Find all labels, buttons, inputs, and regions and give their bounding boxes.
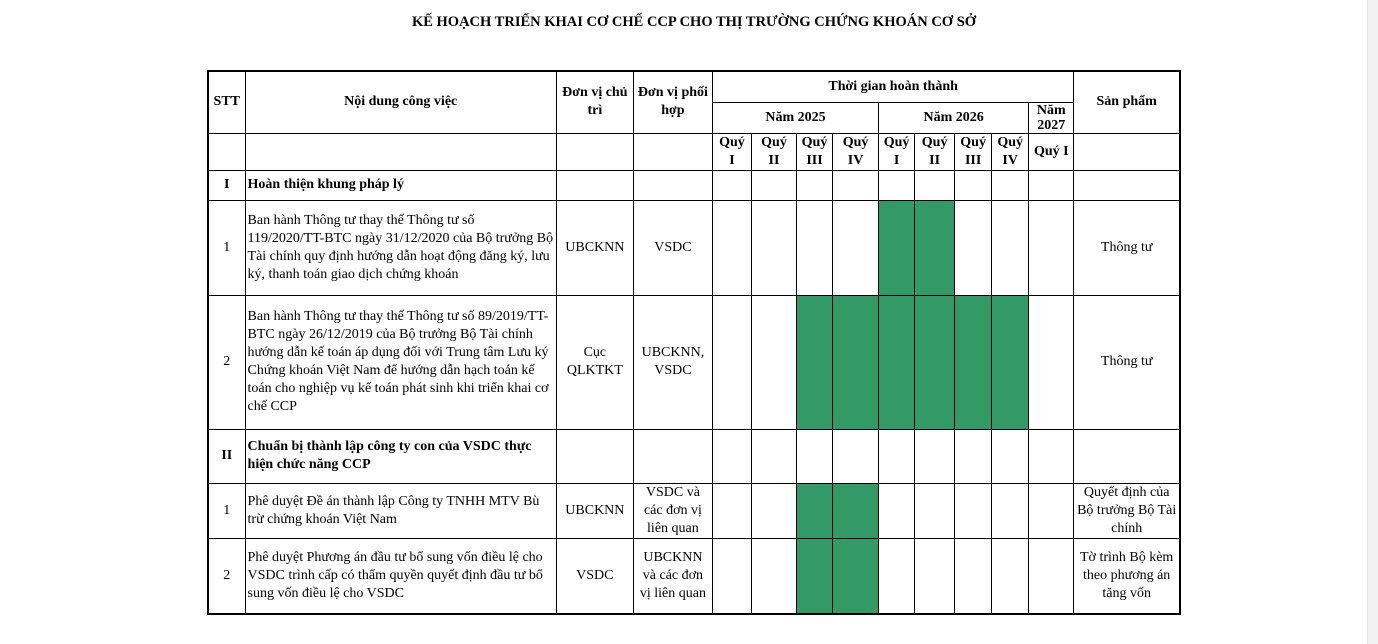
timeline-cell-empty <box>1029 295 1074 429</box>
empty-cell <box>1074 170 1180 200</box>
row-number: 1 <box>208 200 245 295</box>
header-product: Sản phẩm <box>1074 71 1180 133</box>
header-year-2025: Năm 2025 <box>712 102 878 133</box>
product: Thông tư <box>1074 200 1180 295</box>
timeline-cell-empty <box>992 483 1029 538</box>
section-number: I <box>208 170 245 200</box>
timeline-cell-filled <box>955 295 992 429</box>
plan-table <box>207 70 1181 615</box>
timeline-cell-filled <box>797 295 833 429</box>
page-title: KẾ HOẠCH TRIỂN KHAI CƠ CHẾ CCP CHO THỊ TRƯỜNG CHỨNG KHOÁN CƠ SỞ <box>411 14 977 30</box>
empty-cell <box>751 429 796 483</box>
empty-cell <box>1029 170 1074 200</box>
product: Thông tư <box>1074 295 1180 429</box>
timeline-cell-empty <box>751 295 796 429</box>
quarter-header: Quý I <box>712 133 751 170</box>
quarter-row-blank <box>556 133 633 170</box>
table-row <box>208 483 1180 538</box>
empty-cell <box>797 170 833 200</box>
timeline-cell-filled <box>797 483 833 538</box>
empty-cell <box>1074 429 1180 483</box>
section-number: II <box>208 429 245 483</box>
header-coordinate: Đơn vị phối hợp <box>633 71 712 133</box>
quarter-header: Quý II <box>915 133 955 170</box>
timeline-cell-empty <box>955 200 992 295</box>
lead-unit: VSDC <box>556 538 633 614</box>
row-number: 2 <box>208 538 245 614</box>
header-timeline: Thời gian hoàn thành <box>712 71 1073 102</box>
header-lead: Đơn vị chủ trì <box>556 71 633 133</box>
header-content: Nội dung công việc <box>245 71 556 133</box>
timeline-cell-empty <box>833 200 879 295</box>
timeline-cell-empty <box>879 538 915 614</box>
coordinating-unit: UBCKNN, VSDC <box>633 295 712 429</box>
empty-cell <box>833 429 879 483</box>
timeline-cell-empty <box>712 483 751 538</box>
section-title: Hoàn thiện khung pháp lý <box>245 170 556 200</box>
quarter-header: Quý IV <box>992 133 1029 170</box>
table-row <box>208 200 1180 295</box>
coordinating-unit: VSDC và các đơn vị liên quan <box>633 483 712 538</box>
scrollbar[interactable] <box>1367 0 1378 644</box>
quarter-header: Quý I <box>1029 133 1074 170</box>
section-row <box>208 170 1180 200</box>
header-year-2027: Năm 2027 <box>1029 102 1074 133</box>
lead-unit: UBCKNN <box>556 200 633 295</box>
task-content: Ban hành Thông tư thay thế Thông tư số 119/2020/TT-BTC ngày 31/12/2020 của Bộ trưởng Bộ Tài chính quy định hướng dẫn hoạt động đăng ký, lưu ký, thanh toán giao dịch chứng khoán <box>245 200 556 295</box>
empty-cell <box>955 170 992 200</box>
timeline-cell-filled <box>879 200 915 295</box>
empty-cell <box>556 429 633 483</box>
empty-cell <box>712 429 751 483</box>
table-row <box>208 538 1180 614</box>
empty-cell <box>955 429 992 483</box>
timeline-cell-empty <box>751 538 796 614</box>
timeline-cell-empty <box>1029 483 1074 538</box>
timeline-cell-filled <box>833 538 879 614</box>
quarter-header: Quý IV <box>833 133 879 170</box>
product: Tờ trình Bộ kèm theo phương án tăng vốn <box>1074 538 1180 614</box>
quarter-row-blank <box>245 133 556 170</box>
timeline-cell-empty <box>712 538 751 614</box>
timeline-cell-empty <box>992 200 1029 295</box>
quarter-header: Quý III <box>955 133 992 170</box>
timeline-cell-empty <box>879 483 915 538</box>
timeline-cell-empty <box>712 295 751 429</box>
empty-cell <box>751 170 796 200</box>
quarter-row-blank <box>1074 133 1180 170</box>
quarter-row-blank <box>633 133 712 170</box>
timeline-cell-filled <box>992 295 1029 429</box>
row-number: 2 <box>208 295 245 429</box>
section-row <box>208 429 1180 483</box>
empty-cell <box>915 429 955 483</box>
empty-cell <box>1029 429 1074 483</box>
empty-cell <box>879 429 915 483</box>
empty-cell <box>915 170 955 200</box>
timeline-cell-filled <box>915 200 955 295</box>
empty-cell <box>556 170 633 200</box>
timeline-cell-empty <box>915 538 955 614</box>
timeline-cell-empty <box>955 483 992 538</box>
section-title: Chuẩn bị thành lập công ty con của VSDC thực hiện chức năng CCP <box>245 429 556 483</box>
timeline-cell-empty <box>1029 538 1074 614</box>
empty-cell <box>833 170 879 200</box>
empty-cell <box>712 170 751 200</box>
timeline-cell-filled <box>833 483 879 538</box>
task-content: Phê duyệt Đề án thành lập Công ty TNHH MTV Bù trừ chứng khoán Việt Nam <box>245 483 556 538</box>
empty-cell <box>633 170 712 200</box>
timeline-cell-empty <box>1029 200 1074 295</box>
timeline-cell-empty <box>992 538 1029 614</box>
quarter-row-blank <box>208 133 245 170</box>
coordinating-unit: VSDC <box>633 200 712 295</box>
row-number: 1 <box>208 483 245 538</box>
lead-unit: UBCKNN <box>556 483 633 538</box>
table-row <box>208 295 1180 429</box>
quarter-header: Quý I <box>879 133 915 170</box>
timeline-cell-filled <box>833 295 879 429</box>
timeline-cell-filled <box>915 295 955 429</box>
empty-cell <box>879 170 915 200</box>
header-year-2026: Năm 2026 <box>879 102 1029 133</box>
timeline-cell-empty <box>915 483 955 538</box>
empty-cell <box>797 429 833 483</box>
lead-unit: Cục QLKTKT <box>556 295 633 429</box>
timeline-cell-empty <box>751 200 796 295</box>
quarter-header: Quý II <box>751 133 796 170</box>
empty-cell <box>992 429 1029 483</box>
empty-cell <box>992 170 1029 200</box>
timeline-cell-empty <box>712 200 751 295</box>
coordinating-unit: UBCKNN và các đơn vị liên quan <box>633 538 712 614</box>
product: Quyết định của Bộ trưởng Bộ Tài chính <box>1074 483 1180 538</box>
header-stt: STT <box>208 71 245 133</box>
timeline-cell-filled <box>879 295 915 429</box>
timeline-cell-filled <box>797 538 833 614</box>
task-content: Phê duyệt Phương án đầu tư bổ sung vốn điều lệ cho VSDC trình cấp có thẩm quyền quyết định đầu tư bổ sung vốn điều lệ cho VSDC <box>245 538 556 614</box>
task-content: Ban hành Thông tư thay thế Thông tư số 89/2019/TT-BTC ngày 26/12/2019 của Bộ trưởng Bộ Tài chính hướng dẫn kế toán áp dụng đối với Trung tâm Lưu ký Chứng khoán Việt Nam để hướng dẫn hạch toán kế toán cho nghiệp vụ kế toán phát sinh khi triển khai cơ chế CCP <box>245 295 556 429</box>
quarter-header: Quý III <box>797 133 833 170</box>
timeline-cell-empty <box>797 200 833 295</box>
timeline-cell-empty <box>751 483 796 538</box>
timeline-cell-empty <box>955 538 992 614</box>
empty-cell <box>633 429 712 483</box>
